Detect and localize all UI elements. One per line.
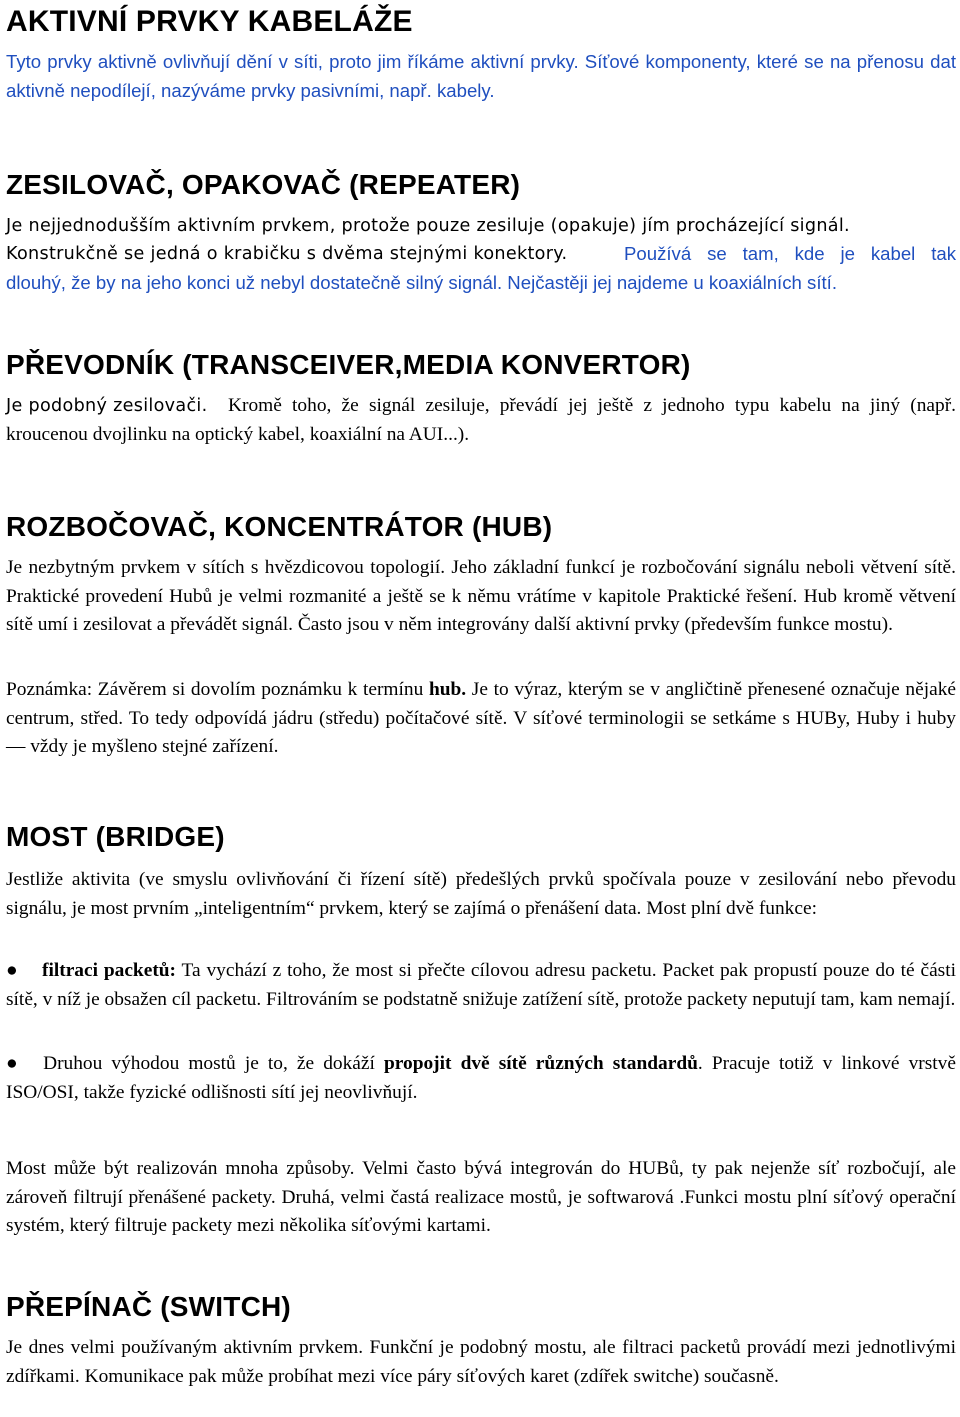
paragraph-prevodnik-1: Je podobný zesilovači.: [6, 396, 208, 416]
note-text-a: Poznámka: Závěrem si dovolím poznámku k termínu: [6, 679, 429, 700]
bullet-propojeni-bold: propojit dvě sítě různých standardů: [383, 1053, 698, 1074]
note-text-b: Je to výraz, kterým se v angličtině přenesené označuje nějaké centrum, střed. To tedy odpovídá jádru (středu) počítačové sítě. V síťové terminologii se setkáme s HUBy, Huby i huby — vždy je myšleno stejné zařízení.: [6, 679, 957, 757]
paragraph-zesilovac-2: Konstrukčně se jedná o krabičku s dvěma stejnými konektory.: [6, 244, 568, 264]
bullet-propojeni-text-a: Druhou výhodou mostů je to, že dokáží: [34, 1053, 384, 1074]
heading-prevodnik: PŘEVODNÍK (TRANSCEIVER,MEDIA KONVERTOR): [6, 349, 691, 380]
bullet-propojeni: [6, 1050, 956, 1107]
bullet-filtrace-title: filtraci packetů:: [42, 960, 177, 981]
paragraph-zesilovac-1: Je nejjednodušším aktivním prvkem, protože pouze zesiluje (opakuje) jím procházející signál.: [6, 216, 850, 236]
paragraph-aktivni-intro: Tyto prvky aktivně ovlivňují dění v síti, proto jim říkáme aktivní prvky. Síťové komponenty, které se na přenosu dat aktivně nepodílejí, nazýváme prvky pasivními, např. kabely.: [6, 51, 956, 101]
paragraph-hub-note: [6, 676, 956, 762]
paragraph-most-2: Most může být realizován mnoha způsoby. Velmi často bývá integrován do HUBů, ty pak nejenže síť rozbočují, ale zároveň filtrují přenášené packety. Druhá, velmi častá realizace mostů, je softwarová .Funkci mostu plní síťový operační systém, který filtruje packety mezi několika síťovými kartami.: [6, 1158, 956, 1236]
bullet-propojeni-text-b: . Pracuje totiž v linkové vrstvě ISO/OSI, takže fyzické odlišnosti sítí jej neovlivňují.: [6, 1053, 956, 1103]
paragraph-most-1: Jestliže aktivita (ve smyslu ovlivňování či řízení sítě) předešlých prvků spočívala pouze v zesilování nebo převodu signálu, je most prvním „inteligentním“ prvkem, který se zajímá o přenášení data. Most plní dvě funkce:: [6, 869, 956, 919]
paragraph-zesilovac-3: Používá se tam, kde je kabel tak dlouhý, že by na jeho konci už nebyl dostatečně silný signál. Nejčastěji jej najdeme u koaxiálních sítí.: [6, 243, 956, 293]
heading-zesilovac: ZESILOVAČ, OPAKOVAČ (REPEATER): [6, 169, 521, 200]
bullet-icon: ●: [6, 960, 18, 981]
heading-aktivni-prvky: AKTIVNÍ PRVKY KABELÁŽE: [6, 5, 413, 38]
note-term-hub: hub.: [428, 679, 467, 700]
heading-most: MOST (BRIDGE): [6, 821, 225, 852]
bullet-icon: ●: [6, 1053, 18, 1074]
bullet-filtrace: [6, 957, 956, 1014]
paragraph-switch-1: Je dnes velmi používaným aktivním prvkem. Funkční je podobný mostu, ale filtraci packetů provádí mezi jednotlivými zdířkami. Komunikace pak může probíhat mezi více páry síťových karet (zdířek switche) současně.: [6, 1337, 956, 1387]
paragraph-hub-1: Je nezbytným prvkem v sítích s hvězdicovou topologií. Jeho základní funkcí je rozbočování signálu neboli větvení sítě. Praktické provedení Hubů je velmi rozmanité a ještě se k němu vrátíme v kapitole Praktické řešení. Hub kromě větvení sítě umí i zesilovat a převádět signál. Často jsou v něm integrovány další aktivní prvky (především funkce mostu).: [6, 557, 956, 635]
paragraph-prevodnik-2: Kromě toho, že signál zesiluje, převádí jej ještě z jednoho typu kabelu na jiný (např. kroucenou dvojlinku na optický kabel, koaxiální na AUI...).: [6, 395, 956, 445]
bullet-filtrace-text: Ta vychází z toho, že most si přečte cílovou adresu packetu. Packet pak propustí pouze do té části sítě, v níž je obsažen cíl packetu. Filtrováním se podstatně snižuje zatížení sítě, protože packety neputují tam, kam nemají.: [6, 960, 957, 1010]
heading-switch: PŘEPÍNAČ (SWITCH): [6, 1291, 291, 1322]
heading-hub: ROZBOČOVAČ, KONCENTRÁTOR (HUB): [6, 511, 553, 542]
